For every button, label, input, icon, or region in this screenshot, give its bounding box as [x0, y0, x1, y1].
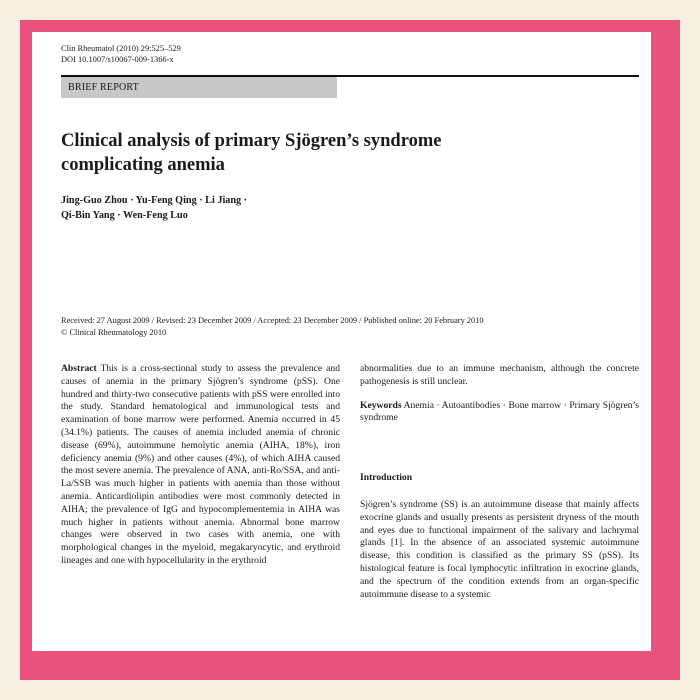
journal-citation: Clin Rheumatol (2010) 29:525–529 [61, 44, 181, 53]
abstract-text: This is a cross-sectional study to assess the prevalence and causes of anemia in the primary Sjögren’s syndrome (pSS). One hundred and thirty-two consecutive patients with pSS were enrolled into the study. Standard hematological and immunological tests and examination of bone marrow were performed. Anemia occurred in 45 (34.1%) patients. The causes of anemia included anemia of chronic disease (69%), autoimmune hemolytic anemia (AIHA, 18%), iron deficiency anemia (9%) and other causes (4%), of which AIHA caused the most severe anemia. The prevalence of ANA, anti-Ro/SSA, and anti-La/SSB was much higher in patients with anemia than those without anemia. Anticardiolipin antibodies were most commonly detected in AIHA; the prevalence of IgG and hypocomplementemia in AIHA was much higher in patients without anemia. Abnormal bone marrow changes were observed in two cases with anemia, one with morphological changes in the myeloid, megakaryocytic, and erythroid lineages and one with hypocellularity in the erythroid [61, 363, 340, 566]
title-line-2: complicating anemia [61, 155, 225, 175]
date-history: Received: 27 August 2009 / Revised: 23 December 2009 / Accepted: 23 December 2009 / Published online: 20 February 2010 [61, 316, 484, 325]
keywords-label: Keywords [360, 399, 402, 411]
right-column [360, 363, 639, 601]
paper-title [61, 129, 621, 177]
authors-line-1: Jing-Guo Zhou · Yu-Feng Qing · Li Jiang · [61, 195, 248, 206]
left-column [61, 363, 340, 568]
keywords-text: Anemia · Autoantibodies · Bone marrow · Primary Sjögren’s syndrome [360, 399, 639, 424]
author-list [61, 193, 461, 223]
journal-header [61, 44, 641, 65]
copyright: © Clinical Rheumatology 2010 [61, 327, 167, 337]
section-label: BRIEF REPORT [61, 77, 337, 98]
doi: DOI 10.1007/s10067-009-1366-x [61, 54, 174, 64]
abstract-paragraph [61, 363, 340, 568]
abstract-continuation: abnormalities due to an immune mechanism, although the concrete pathogenesis is still unclear. [360, 363, 639, 387]
introduction-text: Sjögren’s syndrome (SS) is an autoimmune disease that mainly affects exocrine glands and usually presents as persistent dryness of the mouth and eyes due to functional impairment of the salivary and lachrymal glands [1]. In the absence of an associated systemic autoimmune disease, this condition is classified as the primary SS (pSS). Its histological feature is focal lymphocytic infiltration in exocrine glands, and the spectrum of the condition extends from an organ-specific autoimmune disease to a systemic [360, 498, 639, 600]
abstract-label: Abstract [61, 363, 97, 374]
introduction-heading: Introduction [360, 472, 413, 484]
paper-page [32, 32, 651, 651]
publication-dates [61, 315, 641, 338]
authors-line-2: Qi-Bin Yang · Wen-Feng Luo [61, 210, 188, 221]
keywords-paragraph [360, 400, 639, 426]
title-line-1: Clinical analysis of primary Sjögren’s syndrome [61, 131, 442, 151]
